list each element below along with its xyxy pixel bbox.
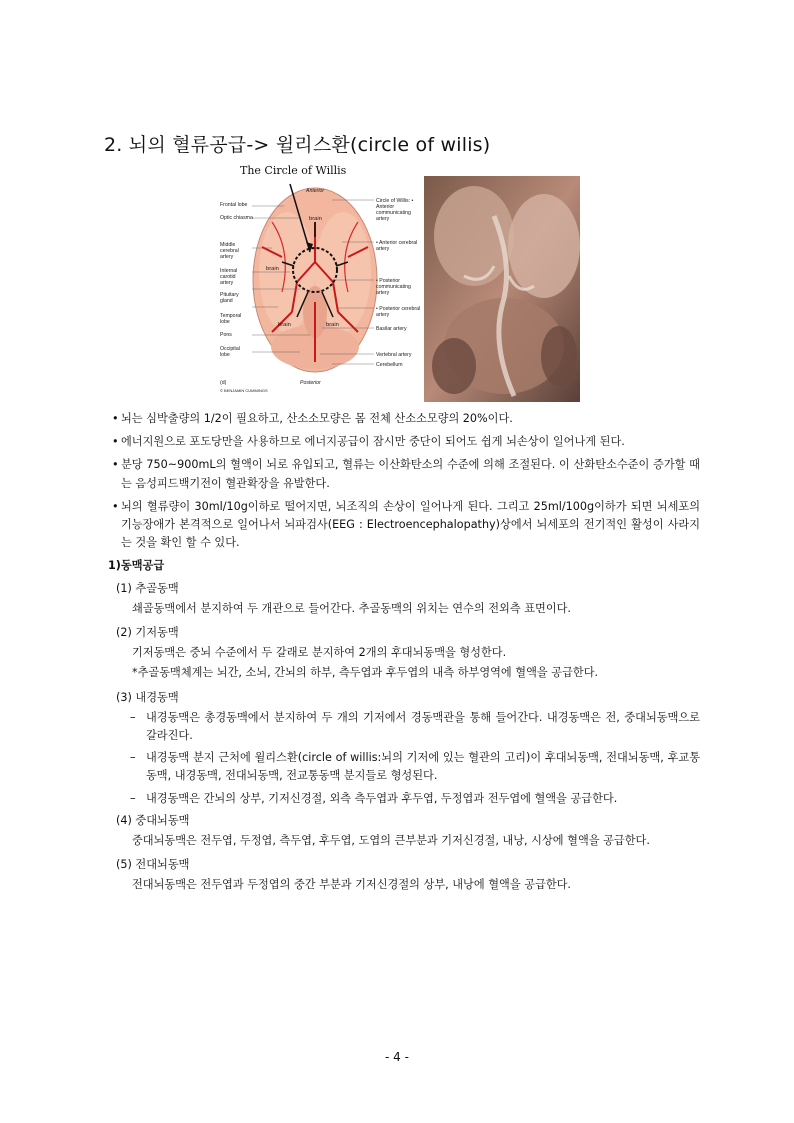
label-panel: (d) [220, 380, 227, 386]
overlay-label: brain [309, 216, 322, 222]
overlay-label: brain [326, 322, 339, 328]
subsection-text: 중대뇌동맥은 전두엽, 두정엽, 측두엽, 후두엽, 도엽의 큰부분과 기저신경절, 내낭, 시상에 혈액을 공급한다. [132, 834, 650, 848]
label-anterior-communicating-artery: Circle of Willis: • Anterior communicating artery [376, 198, 414, 222]
label-posterior-communicating-artery: • Posterior communicating artery [376, 278, 411, 296]
label-frontal-lobe: Frontal lobe [220, 202, 248, 208]
label-occipital-lobe: Occipital lobe [220, 346, 240, 358]
section-heading: 1)동맥공급 [108, 559, 165, 573]
label-posterior: Posterior [300, 380, 321, 386]
dash-item: – 내경동맥 분지 근처에 윌리스환(circle of willis:뇌의 기저에 있는 혈관의 고리)이 후대뇌동맥, 전대뇌동맥, 후교통동맥, 내경동맥, 전대뇌동맥, 전교통동맥 분지들로 형성된다. [112, 749, 700, 785]
subsection-text: 전대뇌동맥은 전두엽과 두정엽의 중간 부분과 기저신경절의 상부, 내낭에 혈액을 공급한다. [132, 878, 571, 892]
label-anterior-cerebral-artery: • Anterior cerebral artery [376, 240, 418, 252]
dash-item: – 내경동맥은 총경동맥에서 분지하여 두 개의 기저에서 경동맥관을 통해 들어간다. 내경동맥은 전, 중대뇌동맥으로 갈라진다. [112, 709, 700, 745]
label-pons: Pons [220, 332, 232, 338]
subsection-title: (4) 중대뇌동맥 [116, 813, 190, 827]
label-vertebral-artery: Vertebral artery [376, 352, 412, 358]
overlay-label: brain [266, 266, 279, 272]
dash-item: – 내경동맥은 간뇌의 상부, 기저신경절, 외측 측두엽과 후두엽, 두정엽과 전두엽에 혈액을 공급한다. [112, 790, 700, 808]
circle-of-willis-diagram [212, 162, 424, 402]
subsection-title: (5) 전대뇌동맥 [116, 858, 190, 872]
bullet-item: • 뇌는 심박출량의 1/2이 필요하고, 산소소모량은 몸 전체 산소소모량의 20%이다. [112, 410, 700, 428]
subsection-text: 기저동맥은 중뇌 수준에서 두 갈래로 분지하여 2개의 후대뇌동맥을 형성한다. [132, 646, 507, 660]
subsection-title: (2) 기저동맥 [116, 626, 179, 640]
figure-title: The Circle of Willis [240, 164, 347, 177]
label-credit: © BENJAMIN CUMMINGS [220, 388, 268, 393]
label-middle-cerebral-artery: Middle cerebral artery [220, 242, 239, 260]
label-optic-chiasma: Optic chiasma [220, 215, 253, 221]
page-number: - 4 - [385, 1050, 409, 1064]
subsection-note: *추골동맥체계는 뇌간, 소뇌, 간뇌의 하부, 측두엽과 후두엽의 내측 하부영역에 혈액을 공급한다. [132, 666, 599, 680]
bullet-item: • 에너지원으로 포도당만을 사용하므로 에너지공급이 잠시만 중단이 되어도 쉽게 뇌손상이 일어나게 된다. [112, 433, 700, 451]
subsection-text: 쇄골동맥에서 분지하여 두 개관으로 들어간다. 추골동맥의 위치는 연수의 전외측 표면이다. [132, 601, 571, 615]
page-heading: 2. 뇌의 혈류공급-> 윌리스환(circle of wilis) [104, 134, 491, 156]
label-anterior: Anterior [306, 188, 325, 194]
label-internal-carotid-artery: Internal carotid artery [220, 268, 238, 286]
bullet-item: • 분당 750~900mL의 혈액이 뇌로 유입되고, 혈류는 이산화탄소의 수준에 의해 조절된다. 이 산화탄소수준이 증가할 때는 음성피드백기전이 혈관확장을 유발한다. [112, 456, 700, 492]
label-posterior-cerebral-artery: • Posterior cerebral artery [376, 306, 421, 318]
bullet-item: • 뇌의 혈류량이 30ml/10g이하로 떨어지면, 뇌조직의 손상이 일어나게 된다. 그리고 25ml/100g이하가 되면 뇌세포의 기능장애가 본격적으로 일어나서 뇌파검사(EEG : Electroencephalopathy)상에서 뇌세포의 전기적인 활성이 사라지는 것을 확인 할 수 있다. [112, 498, 700, 553]
label-basilar-artery: Basilar artery [376, 326, 407, 332]
subsection-title: (3) 내경동맥 [116, 690, 179, 704]
subsection-title: (1) 추골동맥 [116, 581, 179, 595]
label-temporal-lobe: Temporal lobe [220, 313, 242, 325]
brain-dissection-photo [424, 176, 580, 402]
label-cerebellum: Cerebellum [376, 362, 403, 368]
label-pituitary-gland: Pituitary gland [220, 292, 239, 304]
body-text [108, 410, 700, 901]
overlay-label: brain [278, 322, 291, 328]
figure-circle-of-willis [212, 162, 580, 402]
